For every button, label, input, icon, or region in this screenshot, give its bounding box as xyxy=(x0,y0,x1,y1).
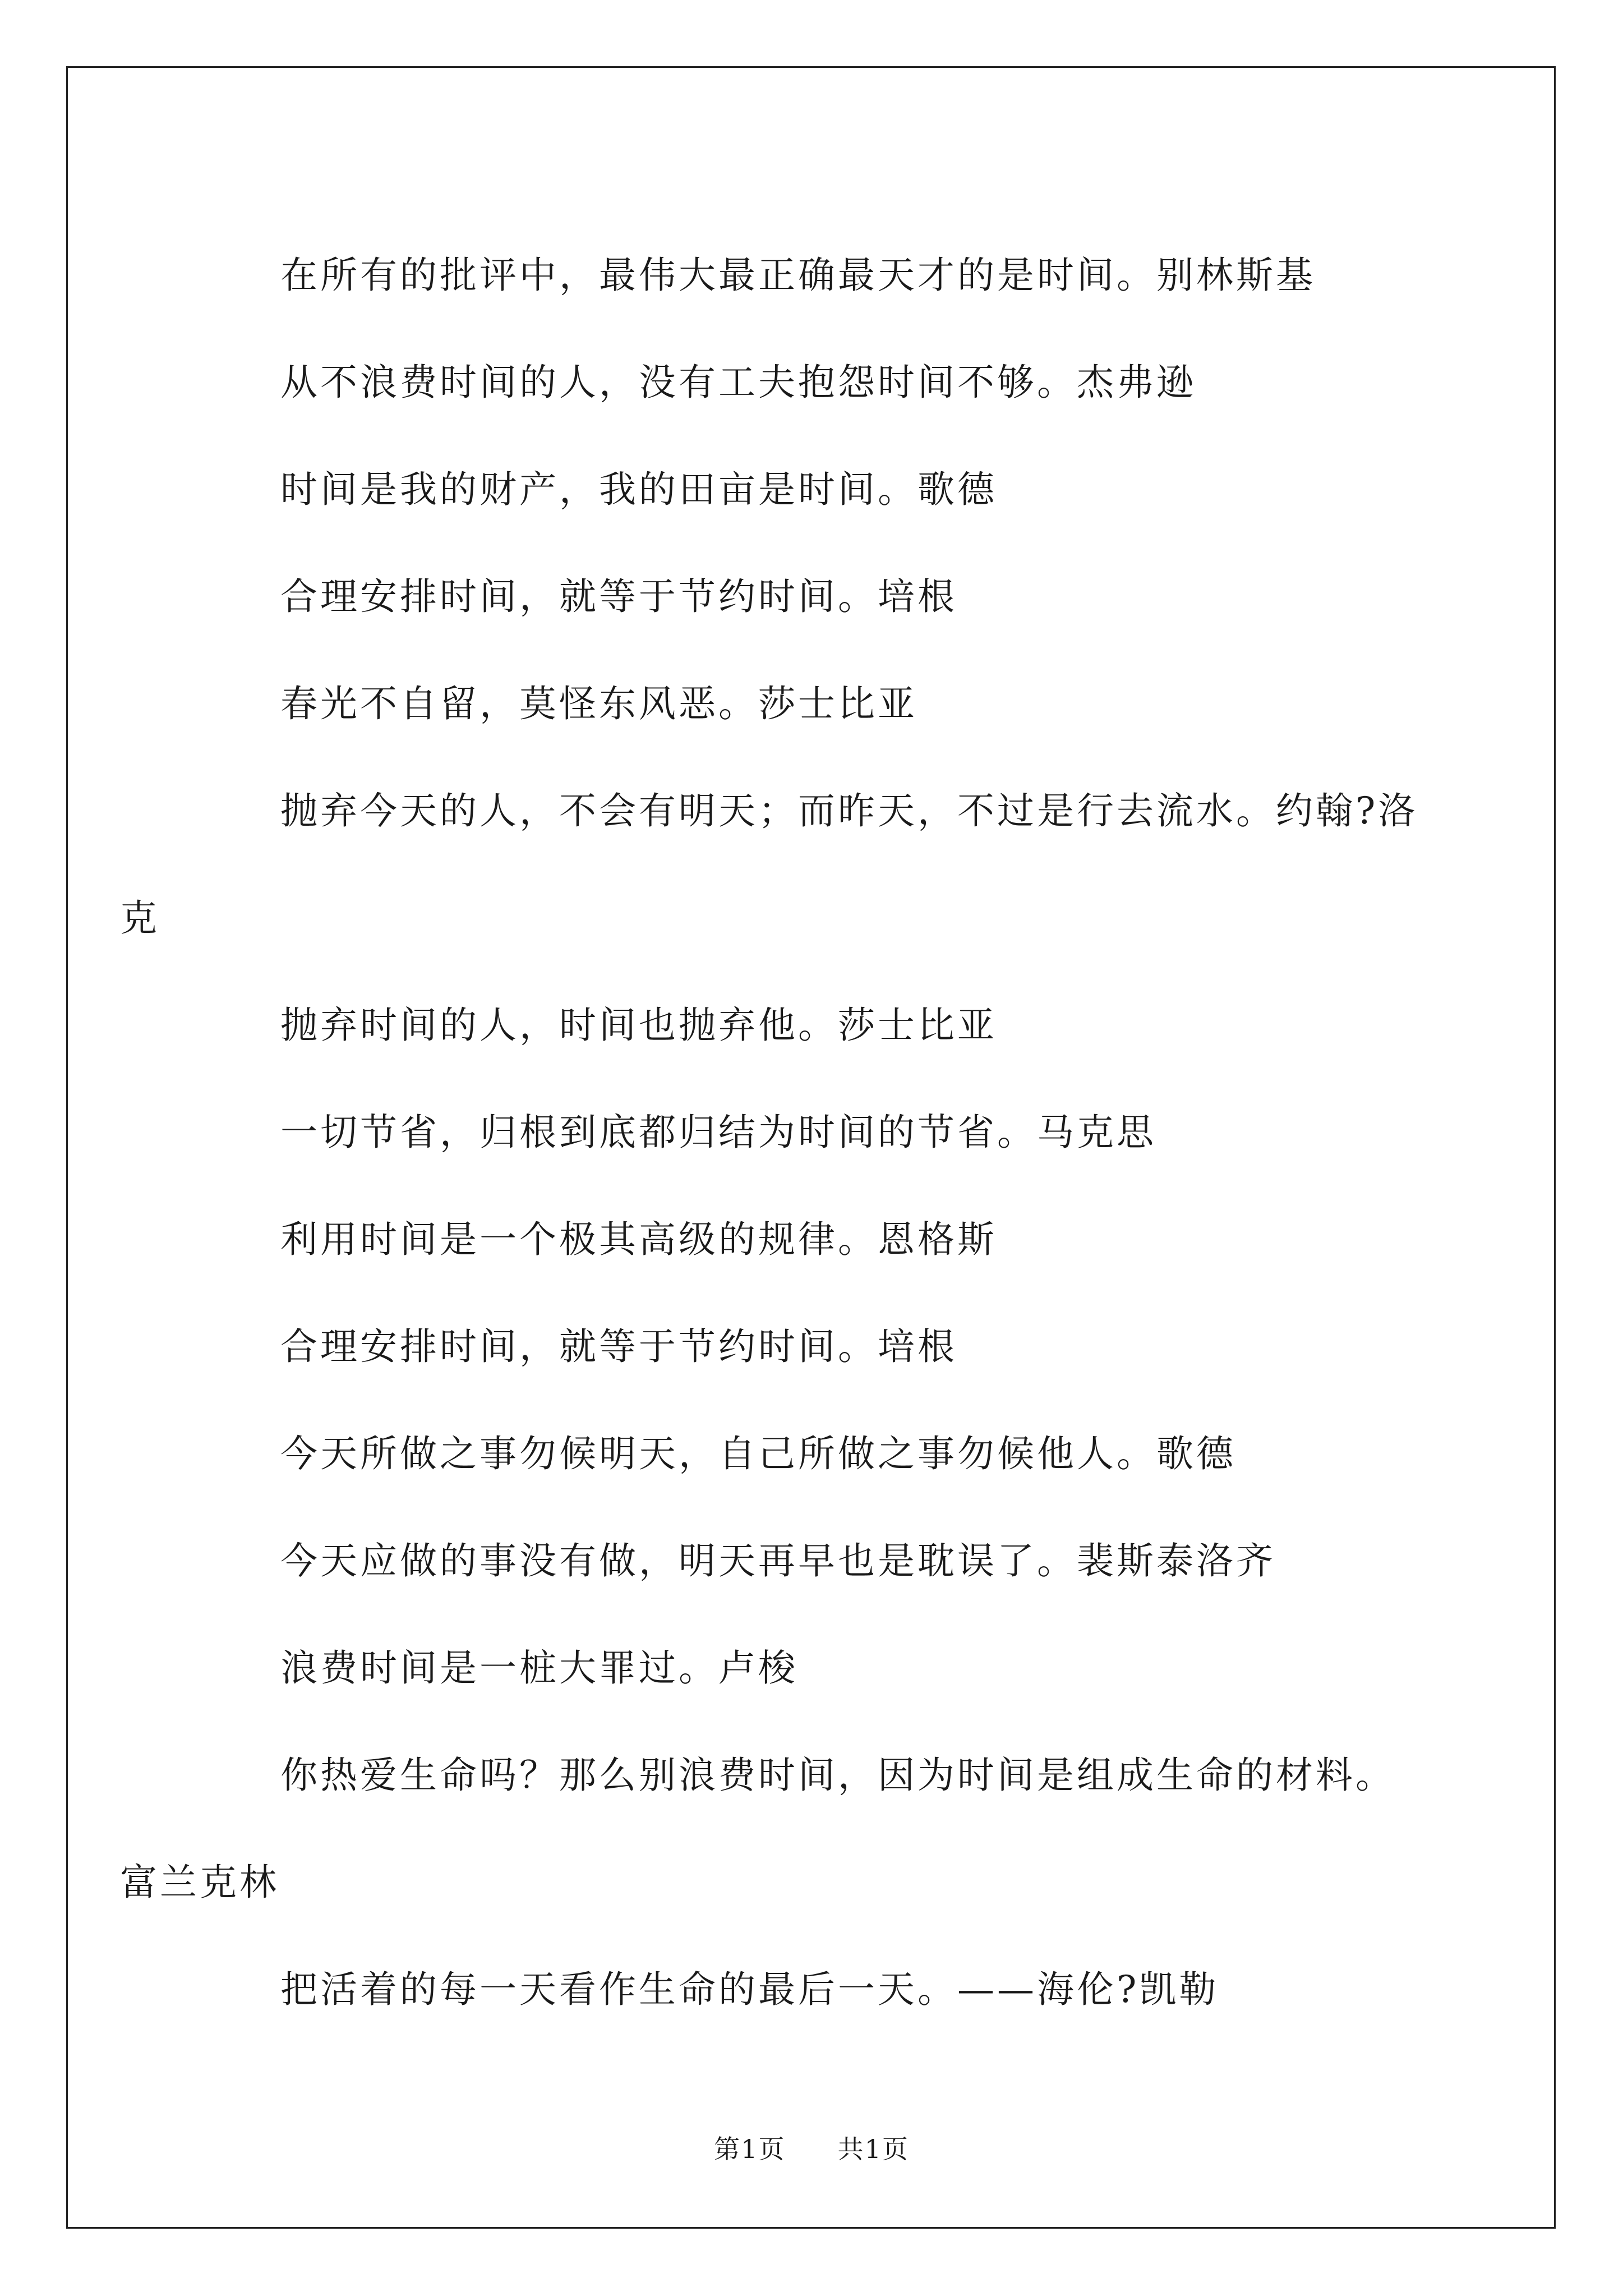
quote-paragraph: 今天应做的事没有做，明天再早也是耽误了。裴斯泰洛齐 xyxy=(280,1539,1276,1582)
quote-paragraph: 春光不自留，莫怪东风恶。莎士比亚 xyxy=(280,682,917,725)
quote-paragraph: 合理安排时间，就等于节约时间。培根 xyxy=(280,575,957,618)
quote-paragraph: 合理安排时间，就等于节约时间。培根 xyxy=(280,1325,957,1368)
quote-paragraph-continuation: 富兰克林 xyxy=(120,1861,279,1904)
quote-paragraph: 在所有的批评中，最伟大最正确最天才的是时间。别林斯基 xyxy=(280,254,1316,297)
quote-paragraph: 抛弃今天的人，不会有明天；而昨天，不过是行去流水。约翰?洛 xyxy=(280,789,1418,832)
page-footer xyxy=(0,2129,1623,2166)
page-number-current: 第1页 xyxy=(714,2134,786,2164)
quote-paragraph: 你热爱生命吗？那么别浪费时间，因为时间是组成生命的材料。 xyxy=(280,1754,1395,1797)
quote-paragraph: 一切节省，归根到底都归结为时间的节省。马克思 xyxy=(280,1111,1156,1154)
quote-paragraph-continuation: 克 xyxy=(120,896,160,940)
quote-paragraph: 从不浪费时间的人，没有工夫抱怨时间不够。杰弗逊 xyxy=(280,361,1196,404)
quote-paragraph: 抛弃时间的人，时间也抛弃他。莎士比亚 xyxy=(280,1004,997,1047)
page-number-total: 共1页 xyxy=(837,2134,909,2164)
quote-paragraph: 时间是我的财产，我的田亩是时间。歌德 xyxy=(280,468,997,511)
document-body xyxy=(120,222,1462,2043)
quote-paragraph: 利用时间是一个极其高级的规律。恩格斯 xyxy=(280,1218,997,1261)
quote-paragraph: 今天所做之事勿候明天，自己所做之事勿候他人。歌德 xyxy=(280,1432,1236,1475)
quote-paragraph: 把活着的每一天看作生命的最后一天。——海伦?凯勒 xyxy=(280,1968,1219,2011)
quote-paragraph: 浪费时间是一桩大罪过。卢梭 xyxy=(280,1646,798,1690)
